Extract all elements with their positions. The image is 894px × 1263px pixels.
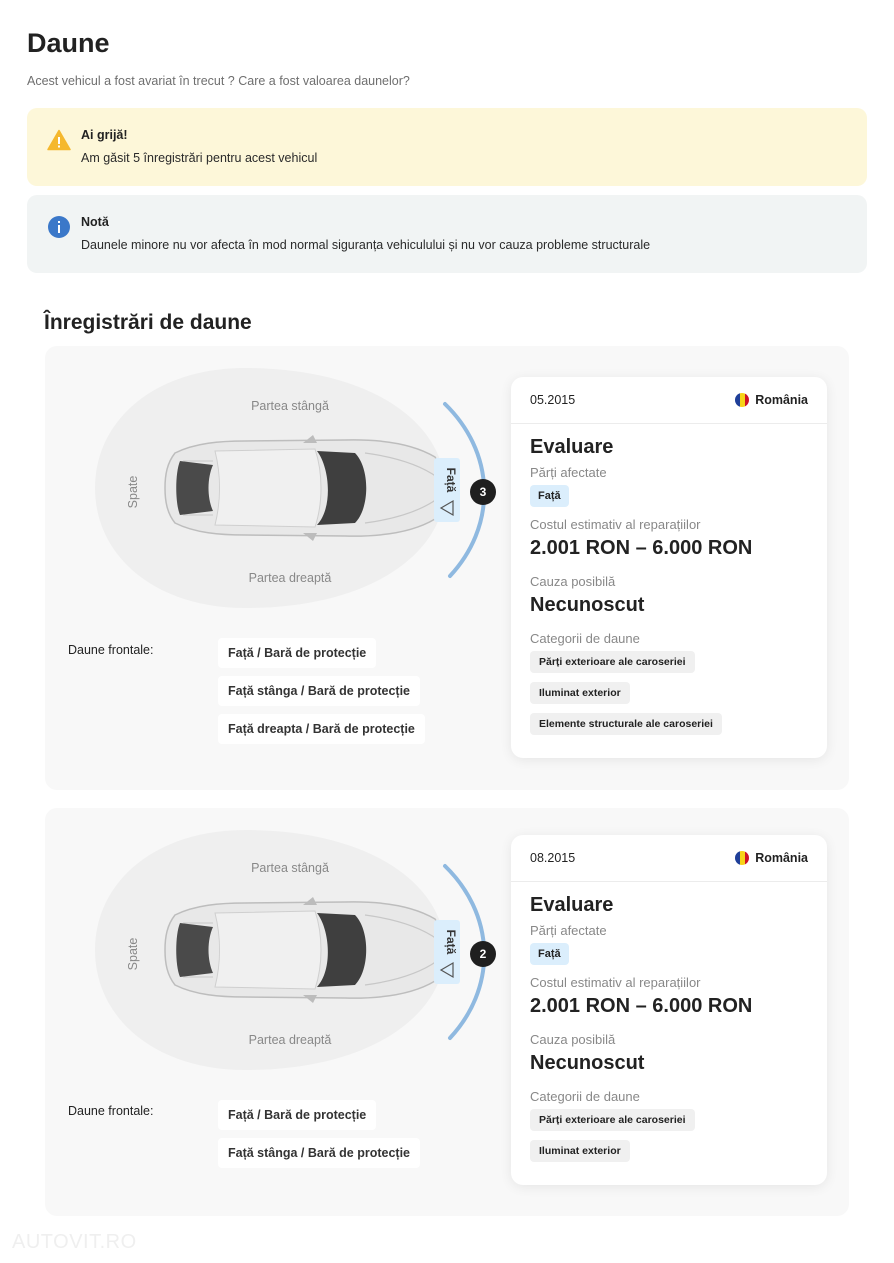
category-chip: Elemente structurale ale caroseriei — [530, 713, 722, 735]
damage-list — [218, 638, 425, 752]
warning-text: Am găsit 5 înregistrări pentru acest vehicul — [81, 151, 318, 165]
warning-triangle-icon — [47, 128, 71, 152]
damage-item: Față / Bară de protecție — [218, 638, 376, 668]
right-side-label: Partea dreaptă — [248, 1033, 332, 1047]
assessment-card — [511, 835, 827, 1185]
section-title: Înregistrări de daune — [44, 311, 252, 334]
front-label: Față — [444, 467, 458, 493]
record-date: 05.2015 — [530, 393, 576, 407]
card-title: Evaluare — [530, 436, 614, 458]
left-side-label: Partea stângă — [251, 861, 329, 875]
car-damage-diagram — [45, 808, 505, 1088]
damage-group-label: Daune frontale: — [68, 1104, 154, 1118]
cost-value: 2.001 RON – 6.000 RON — [530, 995, 753, 1017]
rear-label: Spate — [126, 937, 140, 971]
damage-list — [218, 1100, 420, 1176]
front-label: Față — [444, 929, 458, 955]
warning-title: Ai grijă! — [81, 128, 128, 142]
damage-group-label: Daune frontale: — [68, 643, 154, 657]
country-name: România — [755, 393, 808, 407]
info-circle-icon — [47, 215, 71, 239]
right-side-label: Partea dreaptă — [248, 571, 332, 585]
cause-label: Cauza posibilă — [530, 1032, 616, 1047]
cost-label: Costul estimativ al reparațiilor — [530, 517, 701, 532]
damage-record — [45, 346, 849, 790]
assessment-card — [511, 377, 827, 758]
damage-item: Față / Bară de protecție — [218, 1100, 376, 1130]
category-chip: Iluminat exterior — [530, 1140, 630, 1162]
affected-part-chip: Față — [530, 943, 569, 965]
page-title: Daune — [27, 28, 110, 58]
warning-alert — [27, 108, 867, 186]
damage-item: Față stânga / Bară de protecție — [218, 676, 420, 706]
affected-parts-label: Părți afectate — [530, 923, 607, 938]
country — [735, 393, 808, 407]
watermark: AUTOVIT.RO — [12, 1231, 137, 1253]
damage-count: 3 — [479, 485, 487, 499]
categories-label: Categorii de daune — [530, 631, 640, 646]
affected-part-chip: Față — [530, 485, 569, 507]
cause-label: Cauza posibilă — [530, 574, 616, 589]
cost-value: 2.001 RON – 6.000 RON — [530, 537, 753, 559]
page-subtitle: Acest vehicul a fost avariat în trecut ? Care a fost valoarea daunelor? — [27, 74, 410, 88]
info-alert — [27, 195, 867, 273]
cost-label: Costul estimativ al reparațiilor — [530, 975, 701, 990]
categories-label: Categorii de daune — [530, 1089, 640, 1104]
info-text: Daunele minore nu vor afecta în mod normal siguranța vehiculului și nu vor cauza probleme structurale — [81, 238, 651, 252]
rear-label: Spate — [126, 475, 140, 509]
record-date: 08.2015 — [530, 851, 576, 865]
car-damage-diagram — [45, 346, 505, 626]
damage-record — [45, 808, 849, 1216]
country — [735, 851, 808, 865]
cause-value: Necunoscut — [530, 594, 645, 616]
card-title: Evaluare — [530, 894, 614, 916]
damage-item: Față dreapta / Bară de protecție — [218, 714, 425, 744]
info-title: Notă — [81, 215, 109, 229]
damage-item: Față stânga / Bară de protecție — [218, 1138, 420, 1168]
category-chip: Părți exterioare ale caroseriei — [530, 1109, 695, 1131]
damage-count: 2 — [479, 947, 487, 961]
country-name: România — [755, 851, 808, 865]
romania-flag-icon — [735, 851, 749, 865]
left-side-label: Partea stângă — [251, 399, 329, 413]
romania-flag-icon — [735, 393, 749, 407]
category-chip: Iluminat exterior — [530, 682, 630, 704]
category-chip: Părți exterioare ale caroseriei — [530, 651, 695, 673]
affected-parts-label: Părți afectate — [530, 465, 607, 480]
cause-value: Necunoscut — [530, 1052, 645, 1074]
